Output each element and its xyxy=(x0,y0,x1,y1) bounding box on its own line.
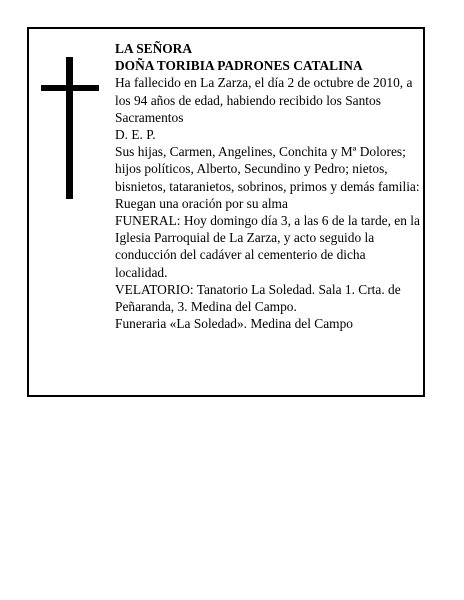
family-list: Sus hijas, Carmen, Angelines, Conchita y Mª Dolores; hijos políticos, Alberto, Secundino y Pedro; nietos, bisnietos, tataranietos, sobrinos, primos y demás familia: xyxy=(115,144,420,194)
cross-vertical-bar xyxy=(66,57,73,199)
funeral-home: Funeraria «La Soledad». Medina del Campo xyxy=(115,316,353,332)
obituary-notice xyxy=(27,27,425,397)
cross-horizontal-bar xyxy=(41,85,99,91)
death-announcement: Ha fallecido en La Zarza, el día 2 de octubre de 2010, a los 94 años de edad, habiendo recibido los Santos Sacramentos xyxy=(115,75,413,125)
funeral-details: FUNERAL: Hoy domingo día 3, a las 6 de la tarde, en la Iglesia Parroquial de La Zarza, y acto seguido la conducción del cadáver al cementerio de dicha localidad. xyxy=(115,213,420,280)
deceased-name: DOÑA TORIBIA PADRONES CATALINA xyxy=(115,58,363,74)
title-honorific: LA SEÑORA xyxy=(115,41,193,56)
dep-line: D. E. P. xyxy=(115,127,156,143)
notice-text xyxy=(115,40,421,332)
prayer-request: Ruegan una oración por su alma xyxy=(115,195,288,211)
cross-icon xyxy=(41,57,97,199)
wake-details: VELATORIO: Tanatorio La Soledad. Sala 1. Crta. de Peñaranda, 3. Medina del Campo. xyxy=(115,281,401,315)
